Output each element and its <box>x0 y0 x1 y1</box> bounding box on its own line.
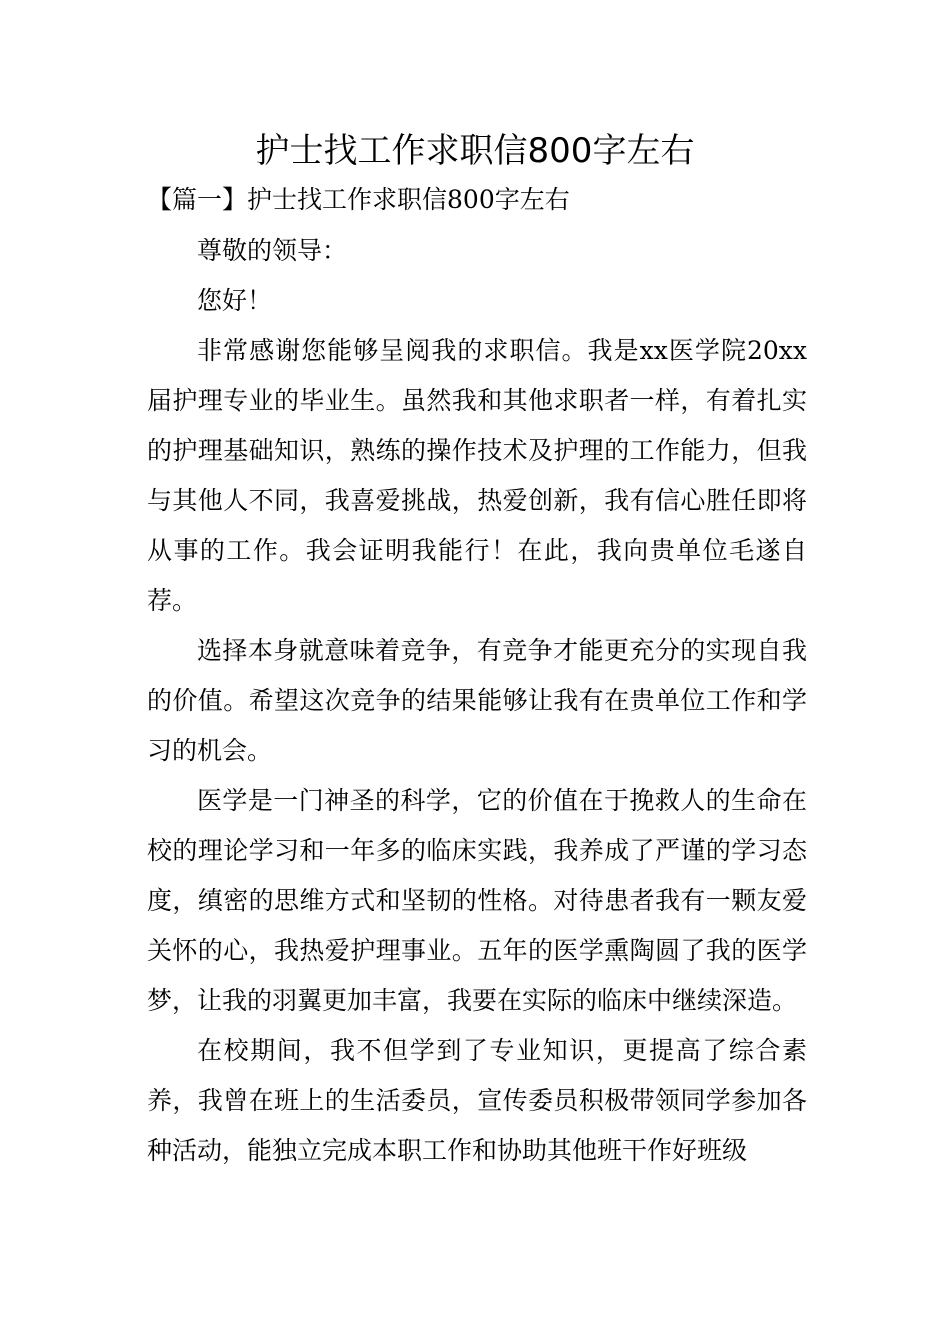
section-heading: 【篇一】护士找工作求职信800字左右 <box>147 185 570 214</box>
body-paragraph: 非常感谢您能够呈阅我的求职信。我是xx医学院20xx届护理专业的毕业生。虽然我和其他求职者一样，有着扎实的护理基础知识，熟练的操作技术及护理的工作能力，但我与其他人不同，我喜爱挑战，热爱创新，我有信心胜任即将从事的工作。我会证明我能行！在此，我向贵单位毛遂自荐。 <box>147 336 807 615</box>
salutation: 尊敬的领导： <box>197 236 348 265</box>
document-title: 护士找工作求职信800字左右 <box>255 131 695 171</box>
letter-body <box>147 226 807 1176</box>
body-paragraph: 医学是一门神圣的科学，它的价值在于挽救人的生命在校的理论学习和一年多的临床实践，我养成了严谨的学习态度，缜密的思维方式和坚韧的性格。对待患者我有一颗友爱关怀的心，我热爱护理事业。五年的医学熏陶圆了我的医学梦，让我的羽翼更加丰富，我要在实际的临床中继续深造。 <box>147 786 807 1015</box>
greeting: 您好！ <box>197 286 273 315</box>
body-paragraph: 在校期间，我不但学到了专业知识，更提高了综合素养，我曾在班上的生活委员，宣传委员积极带领同学参加各种活动，能独立完成本职工作和协助其他班干作好班级 <box>147 1036 807 1165</box>
body-paragraph: 选择本身就意味着竞争，有竞争才能更充分的实现自我的价值。希望这次竞争的结果能够让我有在贵单位工作和学习的机会。 <box>147 636 807 765</box>
